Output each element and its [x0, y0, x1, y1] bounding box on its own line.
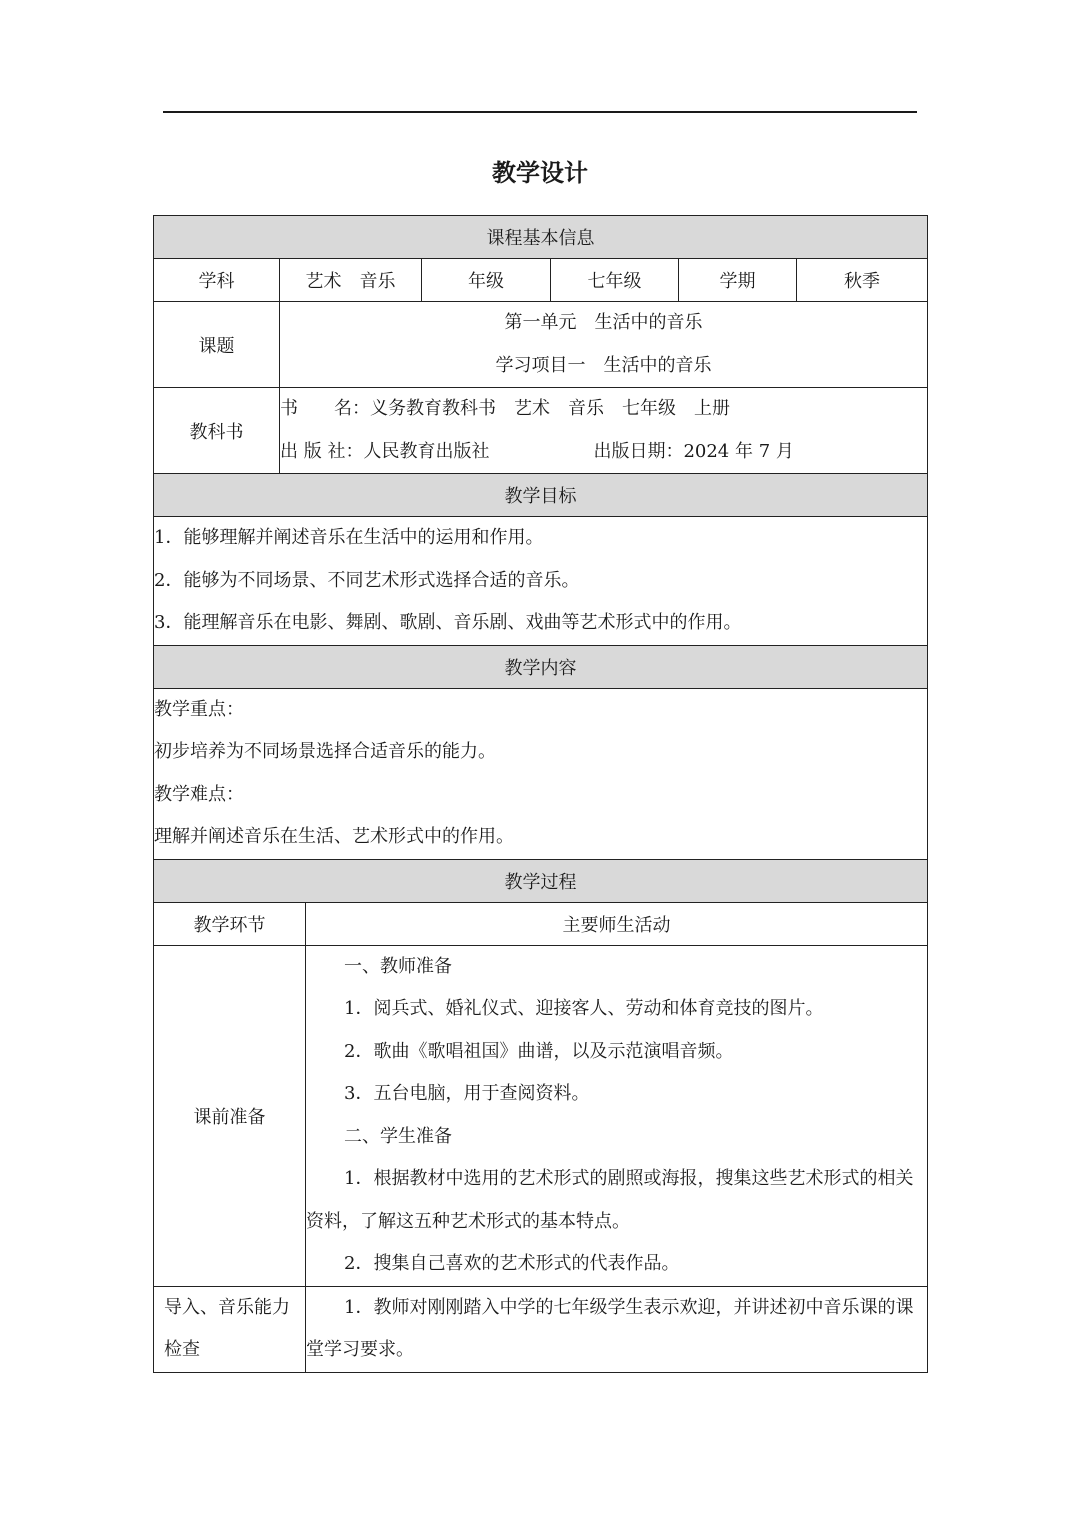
pub-date-label: 出版日期：	[593, 440, 684, 462]
publisher-value: 人民教育出版社	[363, 440, 490, 462]
activity-line: 二、学生准备	[344, 1125, 452, 1147]
objectives-list	[154, 517, 928, 646]
subject-label: 学科	[154, 259, 280, 302]
process-stage: 课前准备	[154, 945, 306, 1286]
grade-value: 七年级	[551, 259, 679, 302]
activity-line: 1．根据教材中选用的艺术形式的剧照或海报，搜集这些艺术形式的相关资料，了解这五种艺术形式的基本特点。	[306, 1168, 914, 1232]
activity-line: 一、教师准备	[344, 955, 452, 977]
textbook-info	[280, 388, 928, 474]
grade-label: 年级	[422, 259, 551, 302]
content-block	[154, 688, 928, 859]
topic-label: 课题	[154, 302, 280, 388]
activity-line: 1．教师对刚刚踏入中学的七年级学生表示欢迎，并讲述初中音乐课的课堂学习要求。	[306, 1296, 914, 1360]
subject-value: 艺术 音乐	[280, 259, 422, 302]
publisher-label: 出 版 社：	[280, 440, 364, 462]
topic-unit: 第一单元 生活中的音乐	[504, 312, 703, 333]
section-basic-info: 课程基本信息	[154, 216, 928, 259]
process-activities	[306, 1286, 928, 1372]
term-value: 秋季	[797, 259, 928, 302]
process-activities	[306, 945, 928, 1286]
topic-project: 学习项目一 生活中的音乐	[495, 354, 712, 376]
difficulty-value: 理解并阐述音乐在生活、艺术形式中的作用。	[154, 826, 514, 847]
difficulty-label: 教学难点：	[154, 783, 244, 805]
process-col-activity: 主要师生活动	[306, 902, 928, 945]
process-stage: 导入、音乐能力检查	[154, 1286, 306, 1372]
activity-line: 2．歌曲《歌唱祖国》曲谱，以及示范演唱音频。	[344, 1040, 734, 1062]
objective-item: 3．能理解音乐在电影、舞剧、歌剧、音乐剧、戏曲等艺术形式中的作用。	[154, 612, 742, 633]
key-point-label: 教学重点：	[154, 698, 244, 720]
objective-item: 2．能够为不同场景、不同艺术形式选择合适的音乐。	[154, 569, 580, 591]
term-label: 学期	[679, 259, 797, 302]
page-title: 教学设计	[492, 158, 588, 187]
activity-line: 2．搜集自己喜欢的艺术形式的代表作品。	[344, 1253, 680, 1274]
lesson-plan-table	[153, 215, 928, 1373]
publisher-line	[280, 431, 927, 474]
book-name-label: 书 名：	[280, 398, 370, 419]
textbook-label: 教科书	[154, 388, 280, 474]
pub-date-value: 2024 年 7 月	[683, 440, 794, 462]
topic-value	[280, 302, 928, 388]
activity-line: 3．五台电脑，用于查阅资料。	[344, 1083, 590, 1104]
section-process: 教学过程	[154, 859, 928, 902]
objective-item: 1．能够理解并阐述音乐在生活中的运用和作用。	[154, 527, 544, 548]
book-name-value: 义务教育教科书 艺术 音乐 七年级 上册	[370, 398, 730, 419]
header-rule	[163, 111, 917, 113]
section-objectives: 教学目标	[154, 474, 928, 517]
activity-line: 1．阅兵式、婚礼仪式、迎接客人、劳动和体育竞技的图片。	[344, 998, 824, 1019]
process-col-stage: 教学环节	[154, 902, 306, 945]
book-name-line	[280, 388, 927, 431]
section-content: 教学内容	[154, 645, 928, 688]
key-point-value: 初步培养为不同场景选择合适音乐的能力。	[154, 741, 496, 762]
